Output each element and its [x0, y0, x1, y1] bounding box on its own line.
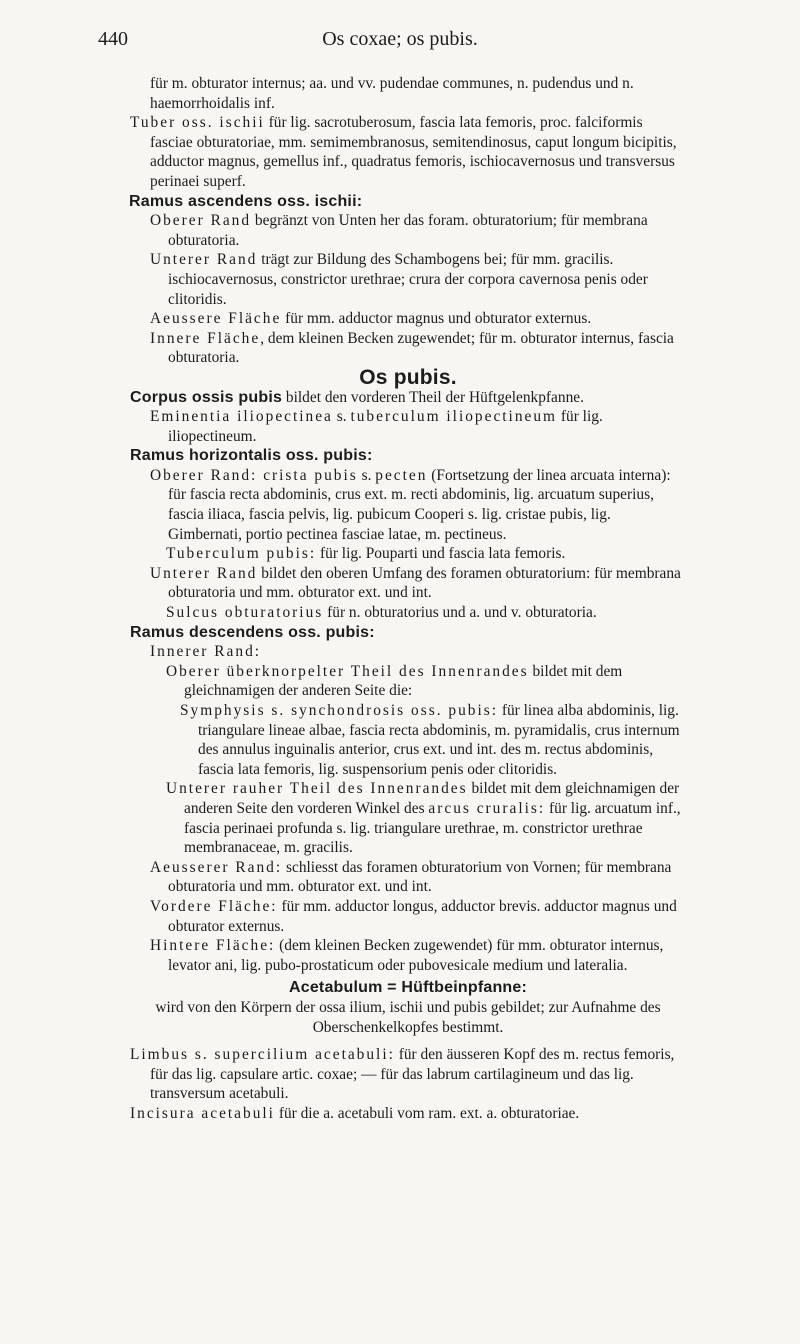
term: Eminentia iliopectinea: [150, 408, 333, 426]
term: Innerer Rand:: [150, 643, 262, 661]
entry-aeusserer-rand: [130, 858, 686, 897]
term: Symphysis s. synchondrosis oss. pubis:: [180, 702, 499, 719]
term: Limbus s. supercilium acetabuli:: [130, 1046, 395, 1064]
page-body: [130, 74, 686, 1123]
entry-text: schliesst das foramen obturatorium von Vornen; für membrana obturatoria und mm. obturator ext. und int.: [168, 858, 672, 896]
entry-text: bildet den oberen Umfang des foramen obturatorium: für membrana obturatoria und mm. obturator ext. und int.: [168, 564, 681, 602]
entry-vordere-flaeche: [130, 897, 686, 936]
entry-aeussere-flaeche: [130, 309, 686, 329]
term: Tuberculum pubis:: [166, 545, 317, 563]
paragraph-continuation: für m. obturator internus; aa. und vv. pudendae communes, n. pudendus und n. haemorrhoidalis inf.: [150, 75, 634, 112]
entry-text: (dem kleinen Becken zugewendet) für mm. obturator internus, levator ani, lig. pubo-prostaticum oder pubovesicale medium und lateralia.: [168, 937, 664, 974]
entry-text: s.: [357, 466, 376, 484]
entry-limbus: [130, 1045, 686, 1104]
entry-unterer-theil: [130, 779, 686, 857]
term: Vordere Fläche:: [150, 897, 278, 915]
entry-text: für lig. Pouparti und fascia lata femoris.: [316, 545, 566, 563]
heading-ramus-descendens: Ramus descendens oss. pubis:: [130, 623, 375, 641]
running-title: Os coxae; os pubis.: [322, 28, 478, 50]
section-title-os-pubis: Os pubis.: [359, 365, 457, 389]
term: Oberer überknorpelter Theil des Innenrandes: [166, 662, 529, 680]
term: crista pubis: [257, 466, 358, 484]
entry-oberer-rand-pubis: [130, 466, 686, 544]
entry-hintere-flaeche: [130, 936, 686, 975]
entry-corpus-ossis-pubis: [130, 388, 686, 408]
entry-text: für die a. acetabuli vom ram. ext. a. obturatoriae.: [274, 1104, 580, 1122]
heading-ramus-ascendens: Ramus ascendens oss. ischii:: [129, 192, 363, 210]
term: Corpus ossis pubis: [130, 388, 283, 406]
entry-eminentia-iliopectinea: [130, 407, 686, 446]
entry-innere-flaeche: [130, 329, 686, 368]
entry-text: s.: [332, 408, 351, 426]
entry-innerer-rand: [130, 642, 686, 662]
entry-text: (Fortsetzung der linea arcuata interna): für fascia recta abdominis, crus ext. m. recti abdominis, lig. arcuatum superius, fascia iliaca, fascia pelvis, lig. pubicum Cooperi s. lig. cristae pubis, lig. Gimbernati, portio pectinea fasciae latae, m. pectineus.: [168, 466, 671, 543]
entry-symphysis: [130, 701, 686, 779]
entry-unterer-rand-pubis: [130, 564, 686, 603]
entry-incisura-acetabuli: [130, 1104, 686, 1124]
entry-text: bildet den vorderen Theil der Hüftgelenkpfanne.: [282, 388, 584, 406]
entry-text: bildet mit dem gleichnamigen der anderen Seite den vorderen Winkel des: [184, 780, 680, 817]
entry-tuberculum-pubis: [130, 544, 686, 564]
entry-text: begränzt von Unten her das foram. obturatorium; für membrana obturatoria.: [168, 212, 648, 249]
entry-text: für den äusseren Kopf des m. rectus femoris, für das lig. capsulare artic. coxae; — für das labrum cartilagineum und das lig. transversum acetabuli.: [150, 1046, 675, 1103]
entry-text: für linea alba abdominis, lig. triangulare lineae albae, fascia recta abdominis, m. pyramidalis, crus internum des annulus inguinalis anterior, crus ext. und int. des m. rectus abdominis, fascia lata femoris, lig. suspensorium penis oder clitoridis.: [198, 702, 680, 778]
term: Unterer Rand: [150, 251, 258, 269]
heading-ramus-horizontalis: Ramus horizontalis oss. pubis:: [130, 447, 373, 465]
entry-text: für lig. iliopectineum.: [168, 408, 603, 445]
entry-text: für n. obturatorius und a. und v. obturatoria.: [323, 604, 597, 622]
entry-text: für mm. adductor magnus und obturator externus.: [281, 310, 592, 328]
acetabulum-description: wird von den Körpern der ossa ilium, ischii und pubis gebildet; zur Aufnahme des Oberschenkelkopfes bestimmt.: [155, 998, 661, 1036]
entry-oberer-theil: [130, 662, 686, 701]
entry-sulcus-obturatorius: [130, 603, 686, 623]
term: Incisura acetabuli: [130, 1104, 275, 1122]
entry-tuber-ischii: [130, 113, 686, 191]
heading-acetabulum: Acetabulum = Hüftbeinpfanne:: [288, 979, 528, 997]
term: Oberer Rand:: [150, 466, 258, 484]
entry-text: , dem kleinen Becken zugewendet; für m. obturator internus, fascia obturatoria.: [168, 329, 674, 367]
entry-text: für mm. adductor longus, adductor brevis. adductor magnus und obturator externus.: [168, 897, 677, 935]
entry-unterer-rand: [130, 250, 686, 309]
entry-text: für lig. arcuatum inf., fascia perinaei profunda s. lig. triangulare urethrae, m. constrictor urethrae membranaceae, m. gracilis.: [184, 799, 681, 857]
term: Aeussere Fläche: [150, 310, 282, 328]
term: Sulcus obturatorius: [166, 604, 324, 622]
term: Hintere Fläche:: [150, 937, 276, 955]
term: Tuber oss. ischii: [130, 114, 265, 132]
term: arcus cruralis:: [428, 799, 546, 817]
page-header: [0, 30, 800, 56]
term: Aeusserer Rand:: [150, 858, 283, 876]
term: Unterer Rand: [150, 564, 258, 582]
term: Innere Fläche: [150, 329, 261, 347]
term: tuberculum iliopectineum: [350, 408, 558, 426]
term: Oberer Rand: [150, 212, 252, 230]
entry-oberer-rand: [130, 211, 686, 250]
entry-text: bildet mit dem gleichnamigen der anderen Seite die:: [184, 662, 623, 700]
term: pecten: [375, 466, 428, 484]
page-number: 440: [98, 28, 128, 50]
entry-text: für lig. sacrotuberosum, fascia lata femoris, proc. falciformis fasciae obturatoriae, mm. semimembranosus, semitendinosus, caput longum bicipitis, adductor magnus, gemellus inf., quadratus femoris, ischiocavernosus und transversus perinaei superf.: [150, 114, 677, 190]
entry-text: trägt zur Bildung des Schambogens bei; für mm. gracilis. ischiocavernosus, constrictor urethrae; crura der corpora cavernosa penis oder clitoridis.: [168, 251, 648, 308]
term: Unterer rauher Theil des Innenrandes: [166, 780, 468, 798]
